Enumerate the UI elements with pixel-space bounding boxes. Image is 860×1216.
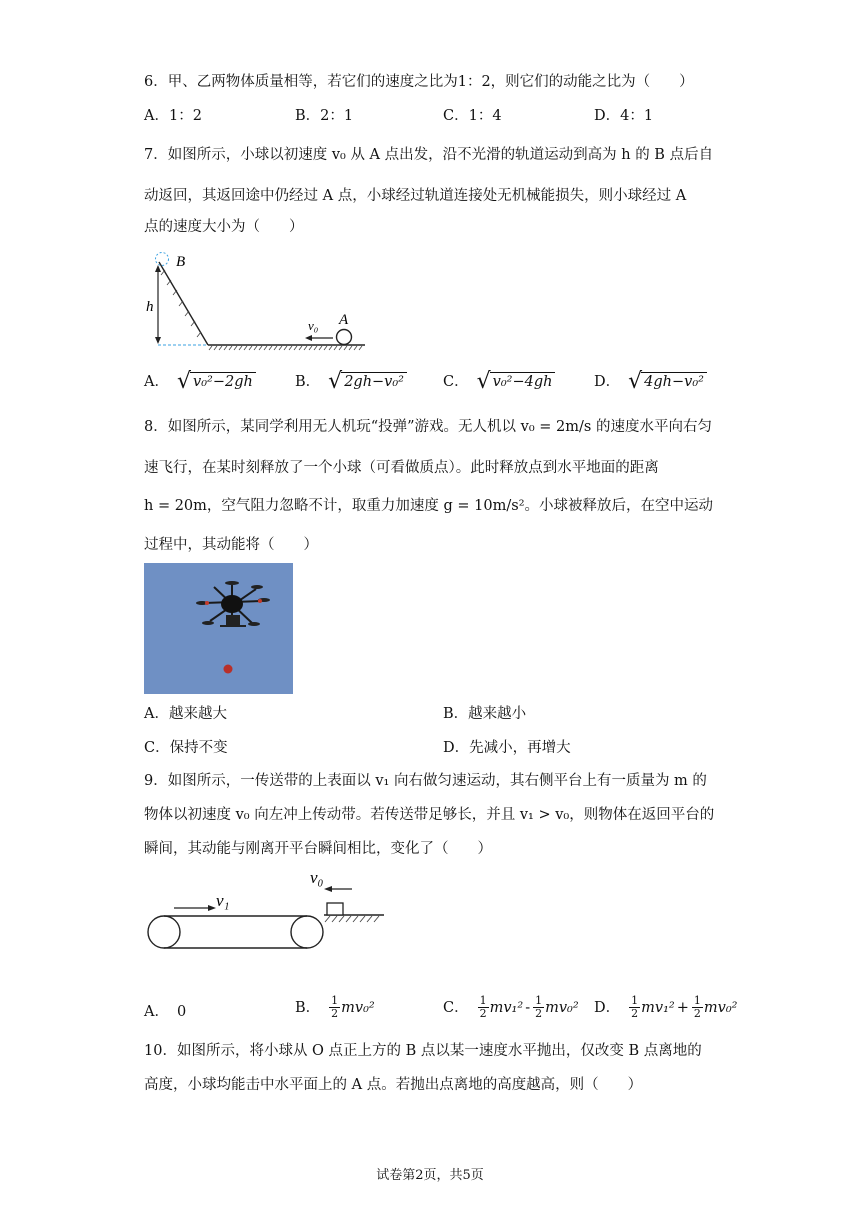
q6-option-d[interactable]: D．4：1 — [594, 108, 654, 124]
q8-option-b[interactable]: B．越来越小 — [443, 706, 527, 722]
q9-option-b[interactable] — [295, 995, 375, 1020]
q9-option-a-value: 0 — [176, 1004, 187, 1020]
q7-track-figure — [140, 250, 370, 352]
q8-drone-photo — [144, 563, 293, 694]
q9-option-c-term-2: mv₀² — [545, 999, 579, 1016]
q7-option-a-label: A． — [144, 373, 169, 390]
q8-stem-line3: h = 20m，空气阻力忽略不计，取重力加速度 g = 10m/s²。小球被释放后，在空中运动 — [144, 498, 714, 514]
q9-option-d-label: D． — [594, 999, 621, 1016]
q9-option-b-term: mv₀² — [341, 999, 375, 1016]
q9-option-c-fraction-1 — [478, 995, 489, 1020]
q7-option-c-radicand: v₀²−4gh — [490, 372, 556, 391]
fraction-numerator: 1 — [331, 994, 339, 1007]
q7-label-h: h — [146, 299, 154, 315]
q9-conveyor-figure — [144, 866, 389, 952]
q7-option-d-expr: √ 4gh−v₀² — [628, 372, 707, 391]
q9-option-d-plus: + — [676, 999, 689, 1016]
q9-label-v0: v₀ — [310, 868, 324, 887]
fraction-denominator: 2 — [479, 1007, 487, 1020]
q9-option-c-label: C． — [443, 999, 469, 1016]
q7-option-b[interactable] — [295, 368, 407, 394]
q8-option-d[interactable]: D．先减小，再增大 — [443, 740, 571, 756]
q7-option-b-expr: √ 2gh−v₀² — [328, 372, 407, 391]
q7-option-b-radicand: 2gh−v₀² — [341, 372, 407, 391]
q7-stem-line2: 动返回，其返回途中仍经过 A 点，小球经过轨道连接处无机械能损失，则小球经过 A — [144, 188, 687, 204]
q10-stem-line1: 10．如图所示，将小球从 O 点正上方的 B 点以某一速度水平抛出，仅改变 B 点离地的 — [144, 1043, 702, 1059]
q8-option-a[interactable]: A．越来越大 — [144, 706, 227, 722]
q6-option-a[interactable]: A．1：2 — [144, 108, 202, 124]
q7-label-a: A — [339, 312, 349, 328]
q9-option-c-term-1: mv₁² — [489, 999, 524, 1016]
q9-option-b-fraction — [329, 995, 340, 1020]
q9-option-d-fraction-1 — [629, 995, 640, 1020]
q7-option-c-label: C． — [443, 373, 469, 390]
q7-option-c[interactable] — [443, 368, 555, 394]
q7-option-b-label: B． — [295, 373, 321, 390]
fraction-numerator: 1 — [479, 994, 487, 1007]
q9-option-d-term-2: mv₀² — [703, 999, 738, 1016]
q7-label-b: B — [176, 254, 186, 270]
q9-stem-line2: 物体以初速度 v₀ 向左冲上传动带。若传送带足够长，并且 v₁ > v₀，则物体在返回平台的 — [144, 807, 715, 823]
q8-stem-line4: 过程中，其动能将（ ） — [144, 537, 318, 553]
q9-stem-line3: 瞬间，其动能与刚离开平台瞬间相比，变化了（ ） — [144, 841, 492, 857]
q7-option-c-expr: √ v₀²−4gh — [477, 372, 556, 391]
q9-label-v1: v₁ — [216, 891, 230, 910]
q9-option-c[interactable] — [443, 995, 579, 1020]
q7-option-a[interactable] — [144, 368, 256, 394]
q8-stem-line1: 8．如图所示，某同学利用无人机玩“投弹”游戏。无人机以 v₀ = 2m/s 的速度水平向右匀 — [144, 419, 712, 435]
fraction-numerator: 1 — [631, 994, 639, 1007]
q8-stem-line2: 速飞行，在某时刻释放了一个小球（可看做质点）。此时释放点到水平地面的距离 — [144, 460, 659, 476]
q6-option-c[interactable]: C．1：4 — [443, 108, 502, 124]
q9-stem-line1: 9．如图所示，一传送带的上表面以 v₁ 向右做匀速运动，其右侧平台上有一质量为 m 的 — [144, 773, 707, 789]
q6-option-b[interactable]: B．2：1 — [295, 108, 354, 124]
q10-stem-line2: 高度，小球均能击中水平面上的 A 点。若抛出点离地的高度越高，则（ ） — [144, 1077, 643, 1093]
fraction-denominator: 2 — [535, 1007, 543, 1020]
q7-label-v0: v₀ — [308, 318, 319, 333]
q9-option-a[interactable] — [144, 1003, 186, 1021]
q9-option-c-minus: - — [525, 999, 531, 1016]
q6-stem: 6．甲、乙两物体质量相等，若它们的速度之比为1：2，则它们的动能之比为（ ） — [144, 74, 694, 90]
fraction-numerator: 1 — [535, 994, 543, 1007]
page-footer: 试卷第2页，共5页 — [376, 1168, 484, 1183]
q7-option-a-radicand: v₀²−2gh — [190, 372, 256, 391]
q9-option-c-fraction-2 — [533, 995, 544, 1020]
q7-option-d-radicand: 4gh−v₀² — [641, 372, 707, 391]
q7-stem-line1: 7．如图所示，小球以初速度 v₀ 从 A 点出发，沿不光滑的轨道运动到高为 h 的 B 点后自 — [144, 147, 714, 163]
q9-option-d-term-1: mv₁² — [641, 999, 675, 1016]
q8-option-c[interactable]: C．保持不变 — [144, 740, 228, 756]
q7-option-d[interactable] — [594, 368, 707, 394]
fraction-denominator: 2 — [331, 1007, 339, 1020]
fraction-denominator: 2 — [631, 1007, 639, 1020]
q9-option-d[interactable] — [594, 995, 737, 1020]
fraction-denominator: 2 — [693, 1007, 701, 1020]
q7-option-a-expr: √ v₀²−2gh — [177, 372, 256, 391]
q7-stem-line3: 点的速度大小为（ ） — [144, 219, 304, 235]
fraction-numerator: 1 — [693, 994, 701, 1007]
q9-option-a-label: A． — [144, 1004, 169, 1020]
q9-option-d-fraction-2 — [692, 995, 703, 1020]
q7-option-d-label: D． — [594, 373, 621, 390]
q9-option-b-label: B． — [295, 999, 321, 1016]
